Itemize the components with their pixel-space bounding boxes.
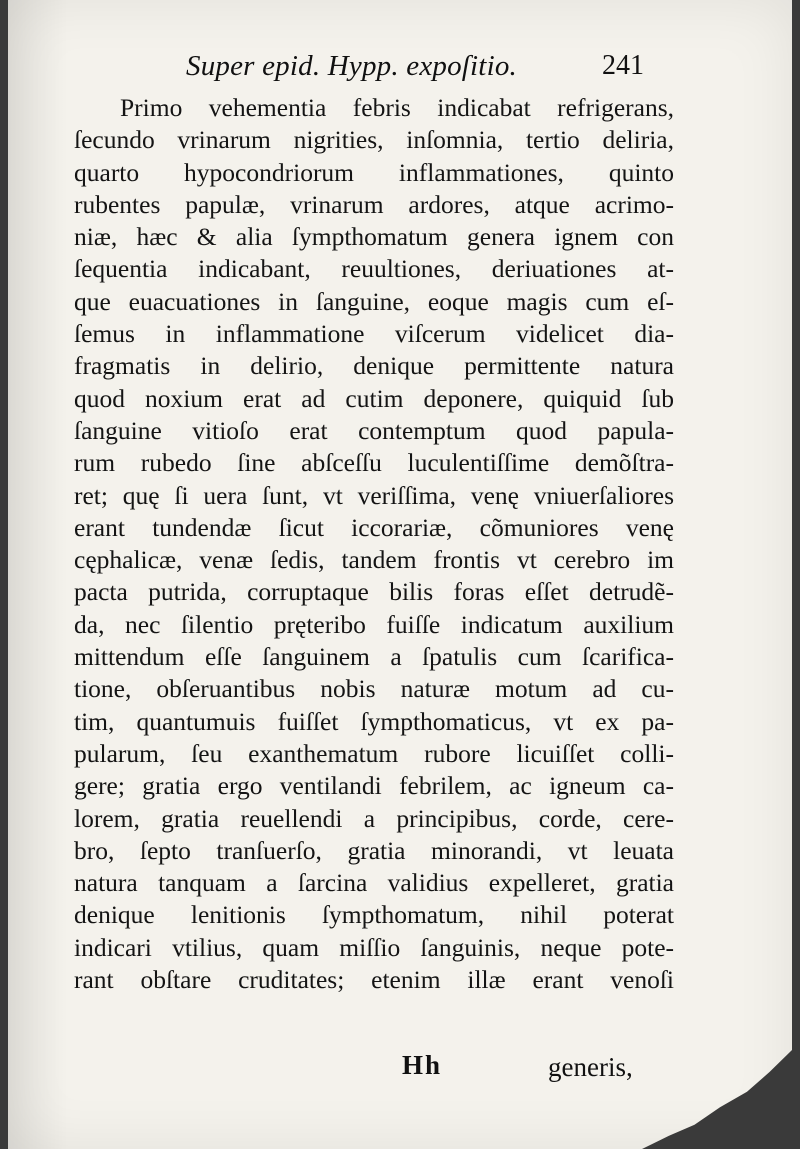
signature-mark: Hh xyxy=(402,1050,443,1080)
text-line: que euacuationes in ſanguine, eoque magis cum eſ- xyxy=(74,286,674,316)
catchword: generis, xyxy=(548,1052,633,1082)
running-head: Super epid. Hypp. expoſitio. xyxy=(186,50,517,82)
text-line: fragmatis in delirio, denique permittente natura xyxy=(74,351,674,381)
text-line: mittendum eſſe ſanguinem a ſpatulis cum ſcarifica- xyxy=(74,642,674,672)
text-line: pacta putrida, corruptaque bilis foras eſſet detrudẽ- xyxy=(74,577,674,607)
text-line: rum rubedo ſine abſceſſu luculentiſſime demõſtra- xyxy=(74,448,674,478)
text-line: bro, ſepto tranſuerſo, gratia minorandi, vt leuata xyxy=(74,835,674,865)
text-line: ſequentia indicabant, reuultiones, deriuationes at- xyxy=(74,254,674,284)
text-line: ſanguine vitioſo erat contemptum quod papula- xyxy=(74,415,674,445)
text-line: pularum, ſeu exanthematum rubore licuiſſet colli- xyxy=(74,738,674,768)
page-footer xyxy=(8,1050,792,1090)
text-line: natura tanquam a ſarcina validius expelleret, gratia xyxy=(74,868,674,898)
text-line: rant obſtare cruditates; etenim illæ erant venoſi xyxy=(74,965,674,995)
text-line: rubentes papulæ, vrinarum ardores, atque acrimo- xyxy=(74,189,674,219)
text-line: tim, quantumuis fuiſſet ſympthomaticus, vt ex pa- xyxy=(74,706,674,736)
text-line: ret; quę ſi uera ſunt, vt veriſſima, venę vniuerſaliores xyxy=(74,480,674,510)
text-line: tione, obſeruantibus nobis naturæ motum ad cu- xyxy=(74,674,674,704)
text-line: ſemus in inflammatione viſcerum videlicet dia- xyxy=(74,319,674,349)
text-line: niæ, hæc & alia ſympthomatum genera ignem con xyxy=(74,222,674,252)
text-line: quarto hypocondriorum inflammationes, quinto xyxy=(74,157,674,187)
text-line: cęphalicæ, venæ ſedis, tandem frontis vt cerebro im xyxy=(74,545,674,575)
body-text xyxy=(74,92,674,996)
text-line: lorem, gratia reuellendi a principibus, corde, cere- xyxy=(74,803,674,833)
text-line: quod noxium erat ad cutim deponere, quiquid ſub xyxy=(74,383,674,413)
text-line: indicari vtilius, quam miſſio ſanguinis, neque pote- xyxy=(74,932,674,962)
book-page xyxy=(8,0,792,1149)
text-line: denique lenitionis ſympthomatum, nihil poterat xyxy=(74,900,674,930)
page-number: 241 xyxy=(602,50,644,81)
page-header xyxy=(8,44,792,84)
text-line: da, nec ſilentio pręteribo fuiſſe indicatum auxilium xyxy=(74,609,674,639)
text-line: ſecundo vrinarum nigrities, inſomnia, tertio deliria, xyxy=(74,125,674,155)
text-line: gere; gratia ergo ventilandi febrilem, ac igneum ca- xyxy=(74,771,674,801)
text-line: erant tundendæ ſicut iccorariæ, cõmuniores venę xyxy=(74,512,674,542)
text-line: Primo vehementia febris indicabat refrigerans, xyxy=(120,93,674,122)
